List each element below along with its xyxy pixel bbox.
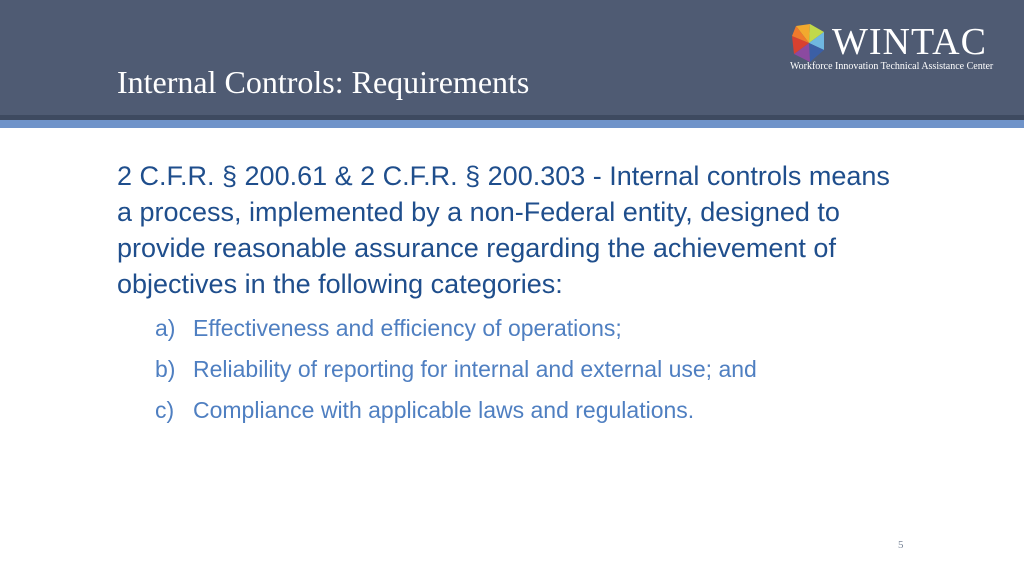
- list-item-text: Reliability of reporting for internal and external use; and: [193, 356, 757, 382]
- logo-wordmark: WINTAC: [832, 21, 987, 63]
- list-item-text: Compliance with applicable laws and regulations.: [193, 397, 695, 423]
- list-item: [155, 351, 757, 392]
- page-number: 5: [898, 539, 904, 551]
- list-item-text: Effectiveness and efficiency of operations;: [193, 315, 622, 341]
- definition-paragraph: 2 C.F.R. § 200.61 & 2 C.F.R. § 200.303 - Internal controls means a process, implemented by a non-Federal entity, designed to provide reasonable assurance regarding the achievement of objectives in the following categories:: [117, 161, 890, 299]
- wintac-logo: [788, 20, 1013, 78]
- list-marker: b): [155, 356, 176, 382]
- list-item: [155, 310, 757, 351]
- list-marker: a): [155, 315, 176, 341]
- logo-subtitle: Workforce Innovation Technical Assistance Center: [790, 61, 994, 72]
- slide-header: [0, 0, 1024, 115]
- slide-title: Internal Controls: Requirements: [117, 64, 530, 100]
- category-list: [155, 310, 757, 433]
- header-accent-bar: [0, 120, 1024, 128]
- wintac-pinwheel-icon: [788, 22, 830, 64]
- list-marker: c): [155, 397, 175, 423]
- list-item: [155, 392, 757, 433]
